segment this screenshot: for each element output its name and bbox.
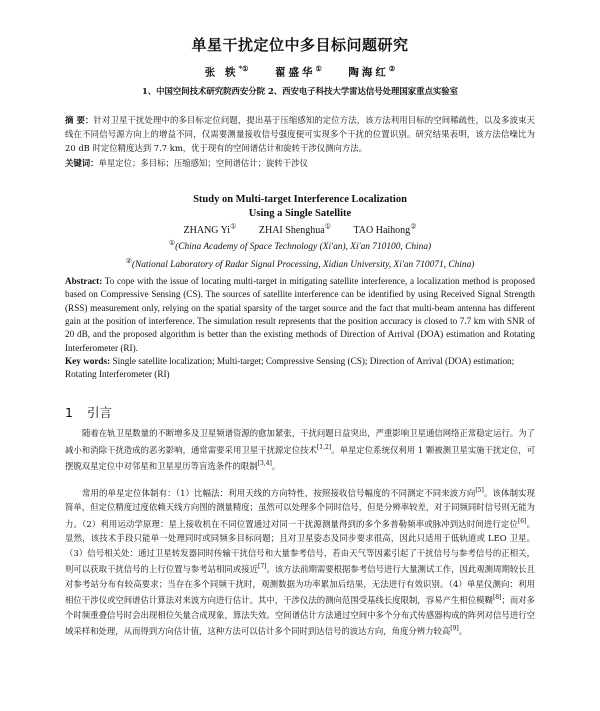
p2-ref-c: [7]	[258, 563, 267, 571]
cn-author-2-mark: ①	[315, 64, 322, 73]
p2-ref-e: [9]	[450, 625, 459, 633]
p1-text-c: 。	[271, 461, 281, 472]
en-affiliation-2	[65, 254, 535, 272]
en-title	[65, 193, 535, 221]
en-affil-1-text: (China Academy of Space Technology (Xi'an), Xi'an 710100, China)	[175, 241, 432, 252]
body-paragraph-1	[65, 426, 535, 473]
cn-authors	[65, 64, 535, 80]
en-author-3-mark: ②	[410, 222, 417, 231]
en-author-3: TAO Haihong	[353, 224, 411, 236]
cn-abstract-label: 摘 要：	[65, 114, 94, 125]
cn-author-3: 陶海红	[348, 66, 389, 79]
cn-abstract	[65, 113, 535, 155]
en-abstract-label: Abstract:	[65, 276, 103, 287]
p2-ref-a: [5]	[475, 486, 484, 494]
en-author-2-mark: ①	[324, 222, 331, 231]
p1-text-a: 随着在轨卫星数量的不断增多及卫星频谱资源的愈加紧张，干扰问题日益突出，严重影响卫星通信网络正常稳定运行。为了减小和消除干扰造成的恶劣影响，通常需要采用卫星干扰源定位技术	[65, 428, 535, 455]
en-affil-2-text: (National Laboratory of Radar Signal Processing, Xidian University, Xi'an 710071, China)	[131, 260, 475, 271]
en-affil-2-mark: ②	[125, 256, 132, 265]
section-heading	[65, 403, 535, 421]
en-author-1: ZHANG Yi	[183, 224, 231, 236]
cn-keywords-label: 关键词：	[65, 157, 99, 168]
en-keywords	[65, 355, 535, 382]
en-affiliation-1	[65, 236, 535, 254]
p2-text-e: ；而对多个时频重叠信号时会出现相位矢量合成现象，算法失效。空间谱估计方法通过空间中多个分布式传感器构成的阵列对信号进行空域采样和处理，从而得到方向估计值，这种方法可以估计多个同时到达信号的波达方向，角度分辨力较高	[65, 595, 536, 637]
p2-ref-d: [8]	[492, 594, 502, 602]
p2-text-d: 。该方法前期需要根据参考信号进行大量测试工作，因此观测周期较长且对参考站分布有较高要求；当存在多个同频干扰时，观测数据为功率累加后结果，无法进行有效识别。（4）单星仪测向：利用相位干涉仪或空间谱估计算法对来波方向进行估计。其中，干涉仪法的测向范围受基线长度限制，容易产生相位模糊	[65, 564, 536, 606]
p1-ref-b: [3,4]	[257, 460, 272, 468]
en-keywords-text: Single satellite localization; Multi-target; Compressive Sensing (CS); Direction of Arrival (DOA) estimation; Rotating Interferometer (RI)	[65, 355, 515, 380]
en-authors	[65, 223, 535, 236]
en-abstract-text: To cope with the issue of locating multi-target in mitigating satellite interference, a localization method is proposed based on Compressive Sensing (CS). The sources of satellite interference can be identified by using Received Signal Strength (RSS) measurement only, relying on the spatial sparsity of the target source and the fact that multi-beam antenna has different gain at the position of interference. The simulation result represents that the position accuracy is closed to 7.7 km with SNR of 20 dB, and the proposed algorithm is better than the existing methods of Direction of Arrival (DOA) estimation and Rotating Interferometer (RI).	[65, 276, 535, 353]
p2-text-c: 。显然，该技术手段只能单一处理同时或同频多目标问题；且对卫星姿态及同步要求很高，因此只适用于低轨道或 LEO 卫星。（3）信号相关处：通过卫星转发器同时传输干扰信号和大量参考信号，若由天气等因素引起了干扰信号与参考信号的正相关，则可以获取干扰信号的上行位置与参考站相同或接近	[65, 518, 535, 575]
p1-text-b: 。单星定位系统仅利用 1 颗被测卫星实施干扰定位，可摆脱双星定位中对邻星和卫星星历等盲选条件的限制	[65, 444, 535, 472]
body-paragraph-2	[65, 484, 535, 639]
en-title-line-1: Study on Multi-target Interference Localization	[193, 193, 407, 205]
cn-author-3-mark: ②	[388, 64, 396, 73]
section-title: 引言	[86, 405, 112, 421]
p2-text-f: 。	[458, 626, 468, 637]
en-abstract	[65, 275, 535, 355]
cn-keywords-text: 单星定位；多目标；压缩感知；空间谱估计；旋转干涉仪	[98, 157, 308, 168]
p2-ref-b: [6]	[517, 517, 527, 525]
p2-text-a: 常用的单星定位体制有：（1）比幅法：利用天线的方向特性，按照接收信号幅度的不同测定不同来波方向	[82, 487, 476, 498]
en-title-line-2: Using a Single Satellite	[248, 207, 352, 219]
en-affil-1-mark: ①	[168, 238, 176, 247]
en-keywords-label: Key words:	[65, 355, 111, 366]
en-author-1-mark: ①	[230, 222, 237, 231]
p2-text-b: 。该体制实现简单，但定位精度过度依赖天线方向图的测量精度；虽然可以处理多个同时信号，但是分辨率较差，对于同频同时信号则无能为力。（2）利用运动学原理：星上接收机在不同位置通过对同一干扰源测量得到的多个多普勒频率或脉冲到达时间进行定位	[65, 487, 535, 529]
cn-author-2: 翟盛华	[275, 66, 316, 79]
cn-keywords	[65, 157, 535, 169]
cn-abstract-text: 针对卫星干扰处理中的多目标定位问题，提出基于压缩感知的定位方法，该方法利用目标的空间稀疏性，以及多波束天线在不同信号源方向上的增益不同，仅需要测量接收信号强度便可实现多个干扰的位置识别。研究结果表明，该方法信噪比为 20 dB 时定位精度达到 7.7 km，优于现有的空间谱估计和旋转干涉仪测向方法。	[65, 114, 535, 153]
cn-author-1-mark: *①	[238, 64, 249, 73]
cn-affiliation: 1、中国空间技术研究院西安分院 2、西安电子科技大学雷达信号处理国家重点实验室	[141, 85, 459, 96]
p1-ref-a: [1,2]	[316, 444, 332, 452]
en-author-2: ZHAI Shenghua	[258, 224, 325, 236]
cn-author-1: 张 轶	[204, 66, 239, 79]
cn-title: 单星干扰定位中多目标问题研究	[191, 36, 409, 54]
section-number: 1	[65, 405, 73, 421]
